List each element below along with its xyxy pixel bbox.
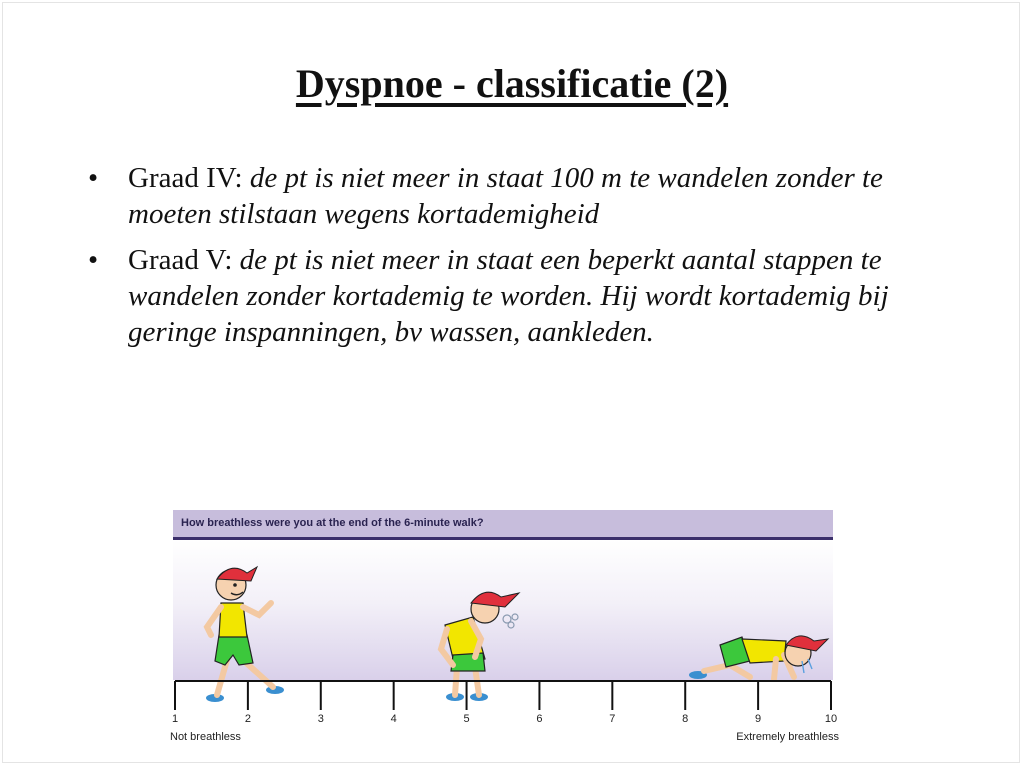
slide-title: Dyspnoe - classificatie (2) [295, 61, 729, 106]
bullet-list [88, 160, 908, 360]
bullet-item-graad-v [88, 242, 908, 350]
breathlessness-scale-figure [165, 505, 845, 750]
scale-axis [165, 505, 845, 750]
question-text: How breathless were you at the end of the 6-minute walk? [181, 517, 484, 529]
bullet-marker: • [88, 244, 99, 276]
scale-tick-label-7: 7 [609, 713, 616, 725]
bullet-description: de pt is niet meer in staat een beperkt aantal stappen te wandelen zonder kortademig te worden. Hij wordt kortademig bij geringe inspanningen, bv wassen, aankleden. [128, 244, 889, 348]
high-end-label: Extremely breathless [736, 731, 839, 743]
bullet-item-graad-iv [88, 160, 908, 232]
bullet-marker: • [88, 162, 99, 194]
scale-tick-label-8: 8 [682, 713, 689, 725]
bullet-label: Graad IV: [128, 162, 250, 194]
scale-tick-label-6: 6 [536, 713, 543, 725]
scale-tick-label-2: 2 [244, 713, 251, 725]
scale-tick-label-9: 9 [755, 713, 762, 725]
scale-tick-label-10: 10 [824, 713, 838, 725]
bullet-label: Graad V: [128, 244, 240, 276]
scale-tick-label-1: 1 [171, 713, 179, 725]
scale-tick-label-3: 3 [317, 713, 324, 725]
scale-tick-label-5: 5 [463, 713, 470, 725]
low-end-label: Not breathless [170, 731, 241, 743]
scale-tick-label-4: 4 [390, 713, 397, 725]
bullet-description: de pt is niet meer in staat 100 m te wandelen zonder te moeten stilstaan wegens kortademigheid [128, 162, 883, 230]
